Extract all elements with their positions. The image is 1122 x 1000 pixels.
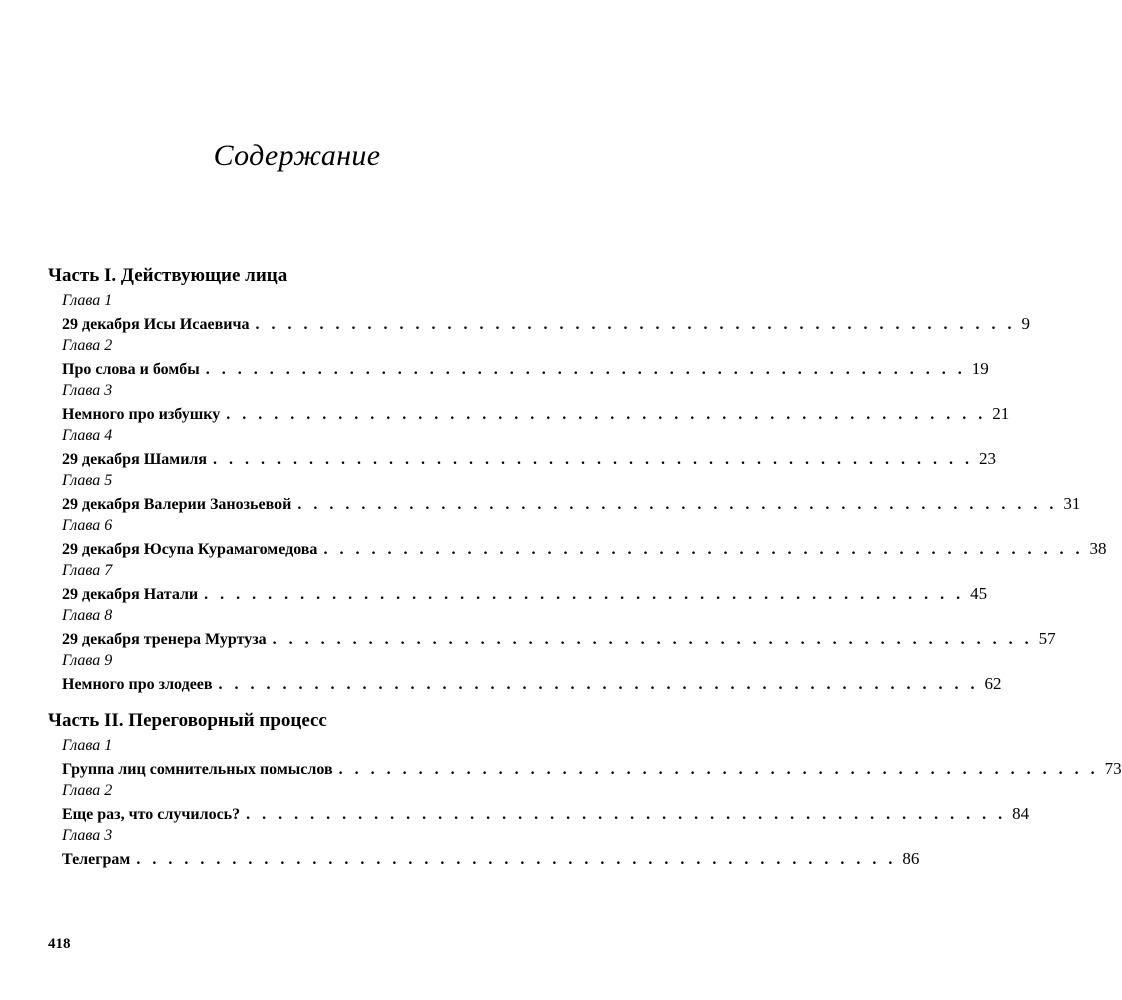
chapter-title: 29 декабря Натали bbox=[62, 586, 199, 603]
page-number: 23 bbox=[979, 449, 997, 468]
toc-entry[interactable] bbox=[48, 627, 1056, 650]
part-2-heading: Часть II. Переговорный процесс bbox=[48, 710, 327, 731]
toc-entry[interactable] bbox=[48, 537, 1107, 560]
chapter-label: Глава 5 bbox=[62, 472, 113, 489]
chapter-label: Глава 1 bbox=[62, 737, 113, 754]
chapter-title: 29 декабря Юсупа Курамагомедова bbox=[62, 541, 318, 558]
page-number: 19 bbox=[971, 359, 989, 378]
dot-leader: . . . . . . . . . . . . . . . . . . . . . . . . . . . . . . . . . . . . . . . . . . . . . . . . bbox=[204, 586, 965, 603]
chapter-label: Глава 6 bbox=[62, 517, 113, 534]
chapter-title: Группа лиц сомнительных помыслов bbox=[62, 761, 333, 778]
chapter-title: 29 декабря Шамиля bbox=[62, 451, 208, 468]
dot-leader: . . . . . . . . . . . . . . . . . . . . . . . . . . . . . . . . . . . . . . . . . . . . . . . . bbox=[338, 761, 1099, 778]
chapter-label: Глава 7 bbox=[62, 562, 113, 579]
chapter-label: Глава 4 bbox=[62, 427, 113, 444]
page-number: 57 bbox=[1038, 629, 1056, 648]
dot-leader: . . . . . . . . . . . . . . . . . . . . . . . . . . . . . . . . . . . . . . . . . . . . . . . . bbox=[136, 851, 897, 868]
chapter-label: Глава 2 bbox=[62, 337, 113, 354]
chapter-title: Про слова и бомбы bbox=[62, 361, 200, 378]
dot-leader: . . . . . . . . . . . . . . . . . . . . . . . . . . . . . . . . . . . . . . . . . . . . . . . . bbox=[323, 541, 1084, 558]
dot-leader: . . . . . . . . . . . . . . . . . . . . . . . . . . . . . . . . . . . . . . . . . . . . . . . . bbox=[272, 631, 1033, 648]
chapter-label: Глава 1 bbox=[62, 292, 113, 309]
dot-leader: . . . . . . . . . . . . . . . . . . . . . . . . . . . . . . . . . . . . . . . . . . . . . . . . bbox=[255, 316, 1016, 333]
page-number: 86 bbox=[902, 849, 920, 868]
page-number: 38 bbox=[1089, 539, 1107, 558]
dot-leader: . . . . . . . . . . . . . . . . . . . . . . . . . . . . . . . . . . . . . . . . . . . . . . . . bbox=[218, 676, 979, 693]
table-of-contents bbox=[48, 262, 1122, 870]
toc-entry[interactable] bbox=[48, 672, 1002, 695]
chapter-label: Глава 3 bbox=[62, 827, 113, 844]
toc-entry[interactable] bbox=[48, 402, 1010, 425]
page-number: 21 bbox=[992, 404, 1010, 423]
chapter-title: Немного про злодеев bbox=[62, 676, 213, 693]
page-number: 62 bbox=[984, 674, 1002, 693]
chapter-label: Глава 9 bbox=[62, 652, 113, 669]
page-title: Содержание bbox=[213, 139, 381, 172]
dot-leader: . . . . . . . . . . . . . . . . . . . . . . . . . . . . . . . . . . . . . . . . . . . . . . . . bbox=[226, 406, 987, 423]
chapter-label: Глава 3 bbox=[62, 382, 113, 399]
page-number: 31 bbox=[1063, 494, 1081, 513]
toc-entry[interactable] bbox=[48, 847, 920, 870]
dot-leader: . . . . . . . . . . . . . . . . . . . . . . . . . . . . . . . . . . . . . . . . . . . . . . . . bbox=[246, 806, 1007, 823]
page-number: 9 bbox=[1021, 314, 1030, 333]
toc-entry[interactable] bbox=[48, 312, 1030, 335]
chapter-title: Еще раз, что случилось? bbox=[62, 806, 241, 823]
chapter-title: 29 декабря тренера Муртуза bbox=[62, 631, 267, 648]
chapter-title: 29 декабря Валерии Занозьевой bbox=[62, 496, 292, 513]
toc-entry[interactable] bbox=[48, 447, 997, 470]
chapter-title: Немного про избушку bbox=[62, 406, 221, 423]
part-1-heading: Часть I. Действующие лица bbox=[48, 265, 288, 286]
page-number: 73 bbox=[1104, 759, 1122, 778]
dot-leader: . . . . . . . . . . . . . . . . . . . . . . . . . . . . . . . . . . . . . . . . . . . . . . . . bbox=[297, 496, 1058, 513]
toc-entry[interactable] bbox=[48, 492, 1081, 515]
dot-leader: . . . . . . . . . . . . . . . . . . . . . . . . . . . . . . . . . . . . . . . . . . . . . . . . bbox=[205, 361, 966, 378]
page-number: 84 bbox=[1012, 804, 1030, 823]
page-folio-number: 418 bbox=[48, 936, 71, 952]
toc-entry[interactable] bbox=[48, 357, 989, 380]
toc-entry[interactable] bbox=[48, 582, 988, 605]
chapter-label: Глава 2 bbox=[62, 782, 113, 799]
chapter-title: 29 декабря Исы Исаевича bbox=[62, 316, 250, 333]
toc-entry[interactable] bbox=[48, 802, 1030, 825]
chapter-title: Телеграм bbox=[62, 851, 131, 868]
chapter-label: Глава 8 bbox=[62, 607, 113, 624]
toc-entry[interactable] bbox=[48, 757, 1122, 780]
dot-leader: . . . . . . . . . . . . . . . . . . . . . . . . . . . . . . . . . . . . . . . . . . . . . . . . bbox=[213, 451, 974, 468]
page-number: 45 bbox=[970, 584, 988, 603]
